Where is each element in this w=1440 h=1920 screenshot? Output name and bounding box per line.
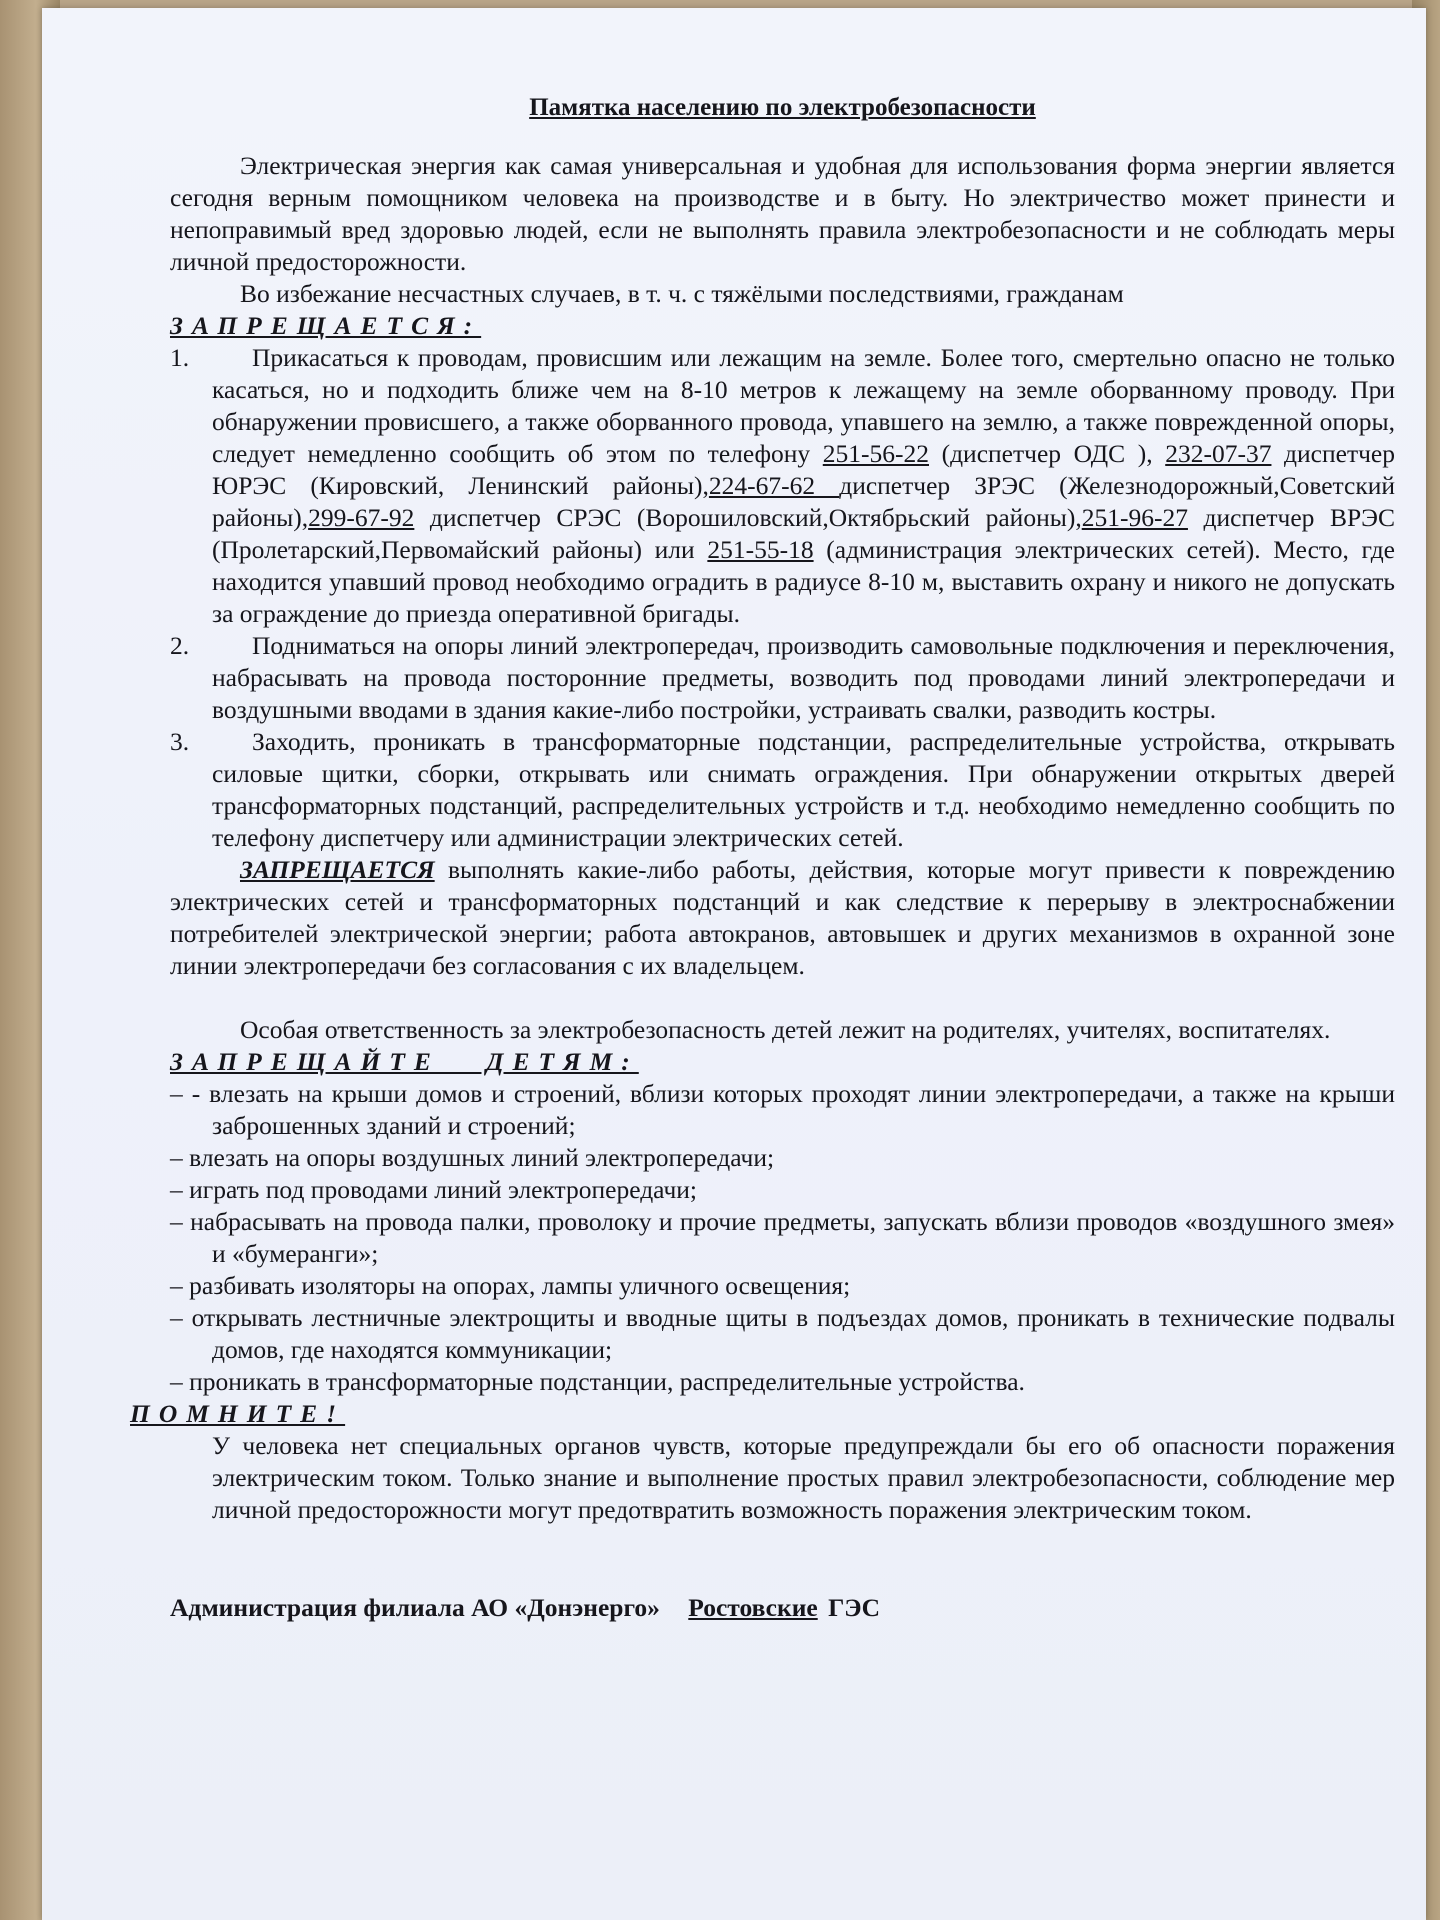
remember-text: У человека нет специальных органов чувств, которые предупреждали бы его об опасности поражения электрическим током. Только знание и выполнение простых правил электробезопасности, соблюдение мер личной предосторожности могут предотвратить возможность поражения электрическим током. (212, 1431, 1395, 1524)
phone-administration: 251-55-18 (707, 535, 814, 564)
signature-prefix: Администрация филиала АО «Донэнерго» (170, 1593, 660, 1622)
list-item: – разбивать изоляторы на опорах, лампы уличного освещения; (170, 1271, 851, 1300)
rule-number: 2. (170, 631, 190, 660)
phone-sres: 299-67-92 (308, 503, 415, 532)
rule-item-1 (170, 342, 1395, 630)
rules-list (170, 342, 1395, 854)
phone-vres: 251-96-27 (1081, 503, 1188, 532)
intro-paragraph-2: Во избежание несчастных случаев, в т. ч. с тяжёлыми последствиями, гражданам (240, 279, 1124, 308)
list-item: – открывать лестничные электрощиты и вводные щиты в подъездах домов, проникать в технические подвалы домов, где находятся коммуникации; (170, 1303, 1395, 1364)
signature-line (170, 1592, 1395, 1624)
phone-yures: 232-07-37 (1165, 439, 1272, 468)
rule-number: 3. (170, 727, 190, 756)
list-item: – проникать в трансформаторные подстанции, распределительные устройства. (170, 1367, 1025, 1396)
rule-item-2 (170, 630, 1395, 726)
paper-sheet (42, 8, 1426, 1920)
rule-text: Подниматься на опоры линий электропередач, производить самовольные подключения и переключения, набрасывать на провода посторонние предметы, возводить под проводами линий электропередачи и воздушными вводами в здания какие-либо постройки, устраивать свалки, разводить костры. (212, 631, 1395, 724)
list-item: – играть под проводами линий электропередачи; (170, 1175, 698, 1204)
signature-branch: Ростовские (688, 1593, 818, 1622)
rule-number: 1. (170, 343, 190, 372)
signature-suffix: ГЭС (828, 1593, 881, 1622)
also-prohibited-lead: ЗАПРЕЩАЕТСЯ (240, 855, 435, 884)
rule-text: Прикасаться к проводам, провисшим или лежащим на земле. Более того, смертельно опасно не только касаться, но и подходить ближе чем на 8-10 метров к лежащему на земле оборванному проводу. При обнаружении провисшего, а также оборванного провода, упавшего на землю, а также поврежденной опоры, следует немедленно сообщить об этом по телефону 251-56-22 (диспетчер ОДС ), 232-07-37 диспетчер ЮРЭС (Кировский, Ленинский районы),224-67-62 диспетчер ЗРЭС (Железнодорожный,Советский районы),299-67-92 диспетчер СРЭС (Ворошиловский,Октябрьский районы),251-96-27 диспетчер ВРЭС (Пролетарский,Первомайский районы) или 251-55-18 (администрация электрических сетей). Место, где находится упавший провод необходимо оградить в радиусе 8-10 м, выставить охрану и никого не допускать за ограждение до приезда оперативной бригады. (212, 343, 1396, 628)
remember-heading: ПОМНИТЕ! (130, 1399, 346, 1428)
rule-item-3 (170, 726, 1395, 854)
also-prohibited-paragraph: ЗАПРЕЩАЕТСЯ выполнять какие-либо работы, действия, которые могут привести к повреждению электрических сетей и трансформаторных подстанций и как следствие к перерыву в электроснабжении потребителей электрической энергии; работа автокранов, автовышек и других механизмов в охранной зоне линии электропередачи без согласования с их владельцем. (170, 855, 1395, 980)
document-body (130, 92, 1396, 1624)
rule-text: Заходить, проникать в трансформаторные подстанции, распределительные устройства, открывать силовые щитки, сборки, открывать или снимать ограждения. При обнаружении открытых дверей трансформаторных подстанций, распределительных устройств и т.д. необходимо немедленно сообщить по телефону диспетчеру или администрации электрических сетей. (212, 727, 1395, 852)
list-item: – набрасывать на провода палки, проволоку и прочие предметы, запускать вблизи проводов «воздушного змея» и «бумеранги»; (170, 1207, 1395, 1268)
phone-ods: 251-56-22 (822, 439, 929, 468)
children-heading: ЗАПРЕЩАЙТЕ ДЕТЯМ: (170, 1047, 639, 1076)
phone-zres: 224-67-62 (708, 471, 840, 500)
intro-paragraph-1: Электрическая энергия как самая универсальная и удобная для использования форма энергии является сегодня верным помощником человека на производстве и в быту. Но электричество может принести и непоправимый вред здоровью людей, если не выполнять правила электробезопасности и не соблюдать меры личной предосторожности. (170, 151, 1395, 276)
spacer (170, 982, 1395, 1014)
document-title: Памятка населению по электробезопасности (529, 94, 1036, 121)
children-list (170, 1078, 1395, 1398)
list-item: – влезать на опоры воздушных линий электропередачи; (170, 1143, 775, 1172)
prohibited-heading: ЗАПРЕЩАЕТСЯ: (170, 311, 482, 340)
children-note: Особая ответственность за электробезопасность детей лежит на родителях, учителях, воспитателях. (240, 1015, 1331, 1044)
list-item: – - влезать на крыши домов и строений, вблизи которых проходят линии электропередачи, а также на крыши заброшенных зданий и строений; (170, 1079, 1395, 1140)
